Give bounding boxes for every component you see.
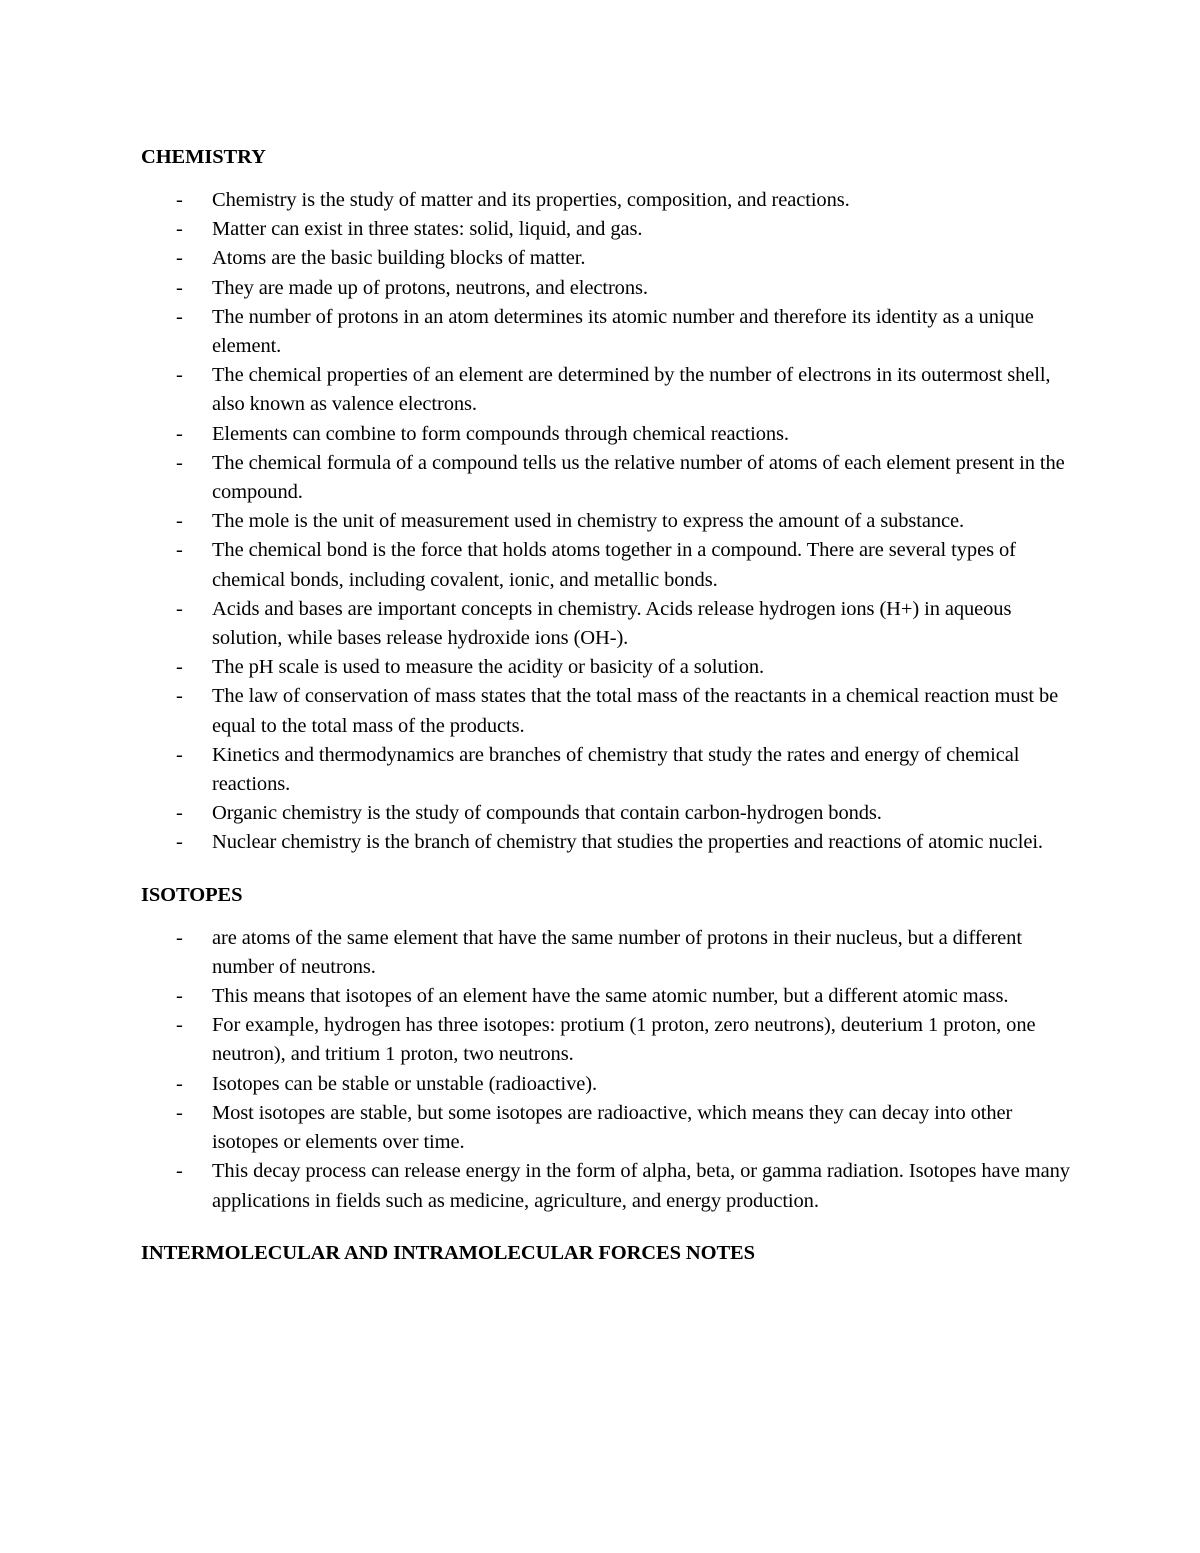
bullet-dash: - <box>176 364 183 387</box>
bullet-dash: - <box>176 276 183 299</box>
list-item <box>141 1070 1071 1099</box>
bullet-dash: - <box>176 451 183 474</box>
list-item-text: Elements can combine to form compounds through chemical reactions. <box>212 422 789 445</box>
list-item-text: Kinetics and thermodynamics are branches of chemistry that study the rates and energy of chemical reactions. <box>212 743 1020 796</box>
document-content <box>141 143 1071 1268</box>
list-item-text: They are made up of protons, neutrons, and electrons. <box>212 276 648 299</box>
bullet-dash: - <box>176 685 183 708</box>
list-item-text: Atoms are the basic building blocks of matter. <box>212 247 586 270</box>
list-item-text: The mole is the unit of measurement used in chemistry to express the amount of a substance. <box>212 510 965 533</box>
list-item-text: Acids and bases are important concepts in chemistry. Acids release hydrogen ions (H+) in aqueous solution, while bases release hydroxide ions (OH-). <box>212 597 1012 650</box>
list-item-text: The chemical formula of a compound tells us the relative number of atoms of each element present in the compound. <box>212 451 1065 504</box>
list-item <box>141 536 1071 594</box>
list-item-text: The chemical bond is the force that holds atoms together in a compound. There are several types of chemical bonds, including covalent, ionic, and metallic bonds. <box>212 539 1016 591</box>
list-item-text: The law of conservation of mass states that the total mass of the reactants in a chemical reaction must be equal to the total mass of the products. <box>212 685 1059 737</box>
bullet-dash: - <box>176 831 183 854</box>
bullet-dash: - <box>176 189 183 211</box>
bullet-dash: - <box>176 743 183 766</box>
chemistry-notes-list <box>141 186 1071 858</box>
list-item-text: The number of protons in an atom determines its atomic number and therefore its identity as a unique element. <box>212 305 1034 358</box>
section-heading-isotopes: ISOTOPES <box>141 883 243 906</box>
bullet-dash: - <box>176 247 183 270</box>
bullet-dash: - <box>176 510 183 533</box>
list-item-text: Most isotopes are stable, but some isotopes are radioactive, which means they can decay into other isotopes or elements over time. <box>212 1101 1013 1154</box>
list-item <box>141 682 1071 740</box>
list-item <box>141 1011 1071 1069</box>
list-item <box>141 595 1071 653</box>
bullet-dash: - <box>176 1072 183 1095</box>
bullet-dash: - <box>176 802 183 825</box>
list-item <box>141 303 1071 361</box>
list-item <box>141 361 1071 419</box>
list-item-text: This decay process can release energy in the form of alpha, beta, or gamma radiation. Isotopes have many applications in fields such as medicine, agriculture, and energy production. <box>212 1160 1070 1212</box>
section-heading-forces: INTERMOLECULAR AND INTRAMOLECULAR FORCES NOTES <box>141 1241 755 1264</box>
list-item-text: For example, hydrogen has three isotopes: protium (1 proton, zero neutrons), deuterium 1 proton, one neutron), and tritium 1 proton, two neutrons. <box>212 1014 1036 1066</box>
bullet-dash: - <box>176 1160 183 1183</box>
list-item <box>141 924 1071 982</box>
list-item-text: This means that isotopes of an element have the same atomic number, but a different atomic mass. <box>212 985 1009 1008</box>
list-item <box>141 1157 1071 1215</box>
bullet-dash: - <box>176 597 183 620</box>
list-item <box>141 982 1071 1011</box>
list-item <box>141 274 1071 303</box>
bullet-dash: - <box>176 1014 183 1037</box>
list-item <box>141 507 1071 536</box>
bullet-dash: - <box>176 1101 183 1124</box>
list-item-text: are atoms of the same element that have the same number of protons in their nucleus, but a different number of neutrons. <box>212 926 1022 978</box>
list-item-text: Isotopes can be stable or unstable (radioactive). <box>212 1072 598 1095</box>
list-item <box>141 1099 1071 1157</box>
list-item-text: Nuclear chemistry is the branch of chemistry that studies the properties and reactions of atomic nuclei. <box>212 831 1043 854</box>
list-item <box>141 215 1071 244</box>
isotopes-notes-list <box>141 924 1071 1216</box>
list-item <box>141 741 1071 799</box>
bullet-dash: - <box>176 218 183 241</box>
list-item <box>141 244 1071 273</box>
list-item <box>141 653 1071 682</box>
bullet-dash: - <box>176 985 183 1008</box>
bullet-dash: - <box>176 422 183 445</box>
bullet-dash: - <box>176 656 183 679</box>
section-spacer <box>141 858 1071 881</box>
bullet-dash: - <box>176 926 183 949</box>
list-item-text: The pH scale is used to measure the acidity or basicity of a solution. <box>212 656 765 679</box>
list-item <box>141 799 1071 828</box>
list-item-text: Organic chemistry is the study of compounds that contain carbon-hydrogen bonds. <box>212 802 882 825</box>
list-item <box>141 828 1071 857</box>
list-item-text: Matter can exist in three states: solid, liquid, and gas. <box>212 218 643 241</box>
list-item-text: The chemical properties of an element are determined by the number of electrons in its outermost shell, also known as valence electrons. <box>212 364 1051 416</box>
section-spacer <box>141 1216 1071 1239</box>
list-item <box>141 420 1071 449</box>
bullet-dash: - <box>176 305 183 328</box>
section-heading-chemistry: CHEMISTRY <box>141 146 266 168</box>
list-item <box>141 449 1071 507</box>
list-item-text: Chemistry is the study of matter and its properties, composition, and reactions. <box>212 189 850 211</box>
list-item <box>141 186 1071 215</box>
bullet-dash: - <box>176 539 183 562</box>
